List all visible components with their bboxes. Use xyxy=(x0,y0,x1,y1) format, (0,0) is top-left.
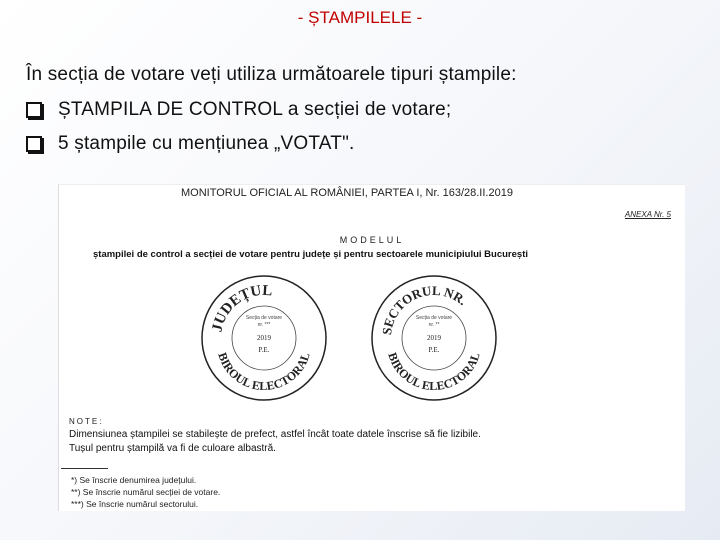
note-line: Dimensiunea ștampilei se stabilește de prefect, astfel încât toate datele înscrise să fie lizibile. xyxy=(69,429,481,440)
stamp1-center-line1: Secția de votare xyxy=(245,315,283,321)
stamp1-arc-bottom: BIROUL ELECTORAL xyxy=(215,350,313,394)
bullet-text: 5 ștampile cu mențiunea „VOTAT". xyxy=(58,133,355,154)
stamp2-center-line2: nr. ** xyxy=(428,322,440,328)
stamp2-center-line1: Secția de votare xyxy=(415,315,453,321)
notes-title: NOTE: xyxy=(69,417,104,426)
footnote: **) Se înscrie numărul secției de votare. xyxy=(71,487,221,497)
footnote: ***) Se înscrie numărul sectorului. xyxy=(71,499,199,509)
stamp1-pe: P.E. xyxy=(258,346,270,354)
sector-stamp xyxy=(369,273,499,403)
stamp2-pe: P.E. xyxy=(428,346,440,354)
svg-text:BIROUL ELECTORAL xyxy=(385,351,482,393)
official-document-image xyxy=(58,184,685,511)
bullet-control-stamp xyxy=(26,99,451,121)
annex-label: ANEXA Nr. 5 xyxy=(624,210,671,219)
model-subtitle: ștampilei de control a secției de votare pentru județe și pentru sectoarele municipiului București xyxy=(93,249,529,260)
footnote: *) Se înscrie denumirea județului. xyxy=(71,475,197,485)
note-line: Tușul pentru ștampilă va fi de culoare albastră. xyxy=(69,443,276,454)
stamp1-center-line2: nr. *** xyxy=(257,322,271,328)
county-stamp xyxy=(199,273,329,403)
bullet-votat-stamps xyxy=(26,133,355,155)
checkbox-bullet-icon xyxy=(26,102,42,118)
document-header: MONITORUL OFICIAL AL ROMÂNIEI, PARTEA I, Nr. 163/28.II.2019 xyxy=(181,187,513,199)
intro-text: În secția de votare veți utiliza următoarele tipuri ștampile: xyxy=(26,64,517,85)
model-heading: MODELUL xyxy=(339,235,405,245)
bullet-text: ȘTAMPILA DE CONTROL a secției de votare; xyxy=(58,99,452,120)
svg-text:BIROUL ELECTORAL xyxy=(215,351,312,393)
stamp2-arc-bottom: BIROUL ELECTORAL xyxy=(385,350,483,394)
checkbox-bullet-icon xyxy=(26,136,42,152)
stamp1-arc-top: JUDEȚUL xyxy=(209,282,273,334)
slide-title: - ȘTAMPILELE - xyxy=(297,8,423,27)
footnote-separator xyxy=(61,468,108,469)
stamp2-arc-top: SECTORUL NR. xyxy=(379,282,471,336)
stamp1-year: 2019 xyxy=(257,334,271,342)
stamp2-year: 2019 xyxy=(427,334,441,342)
